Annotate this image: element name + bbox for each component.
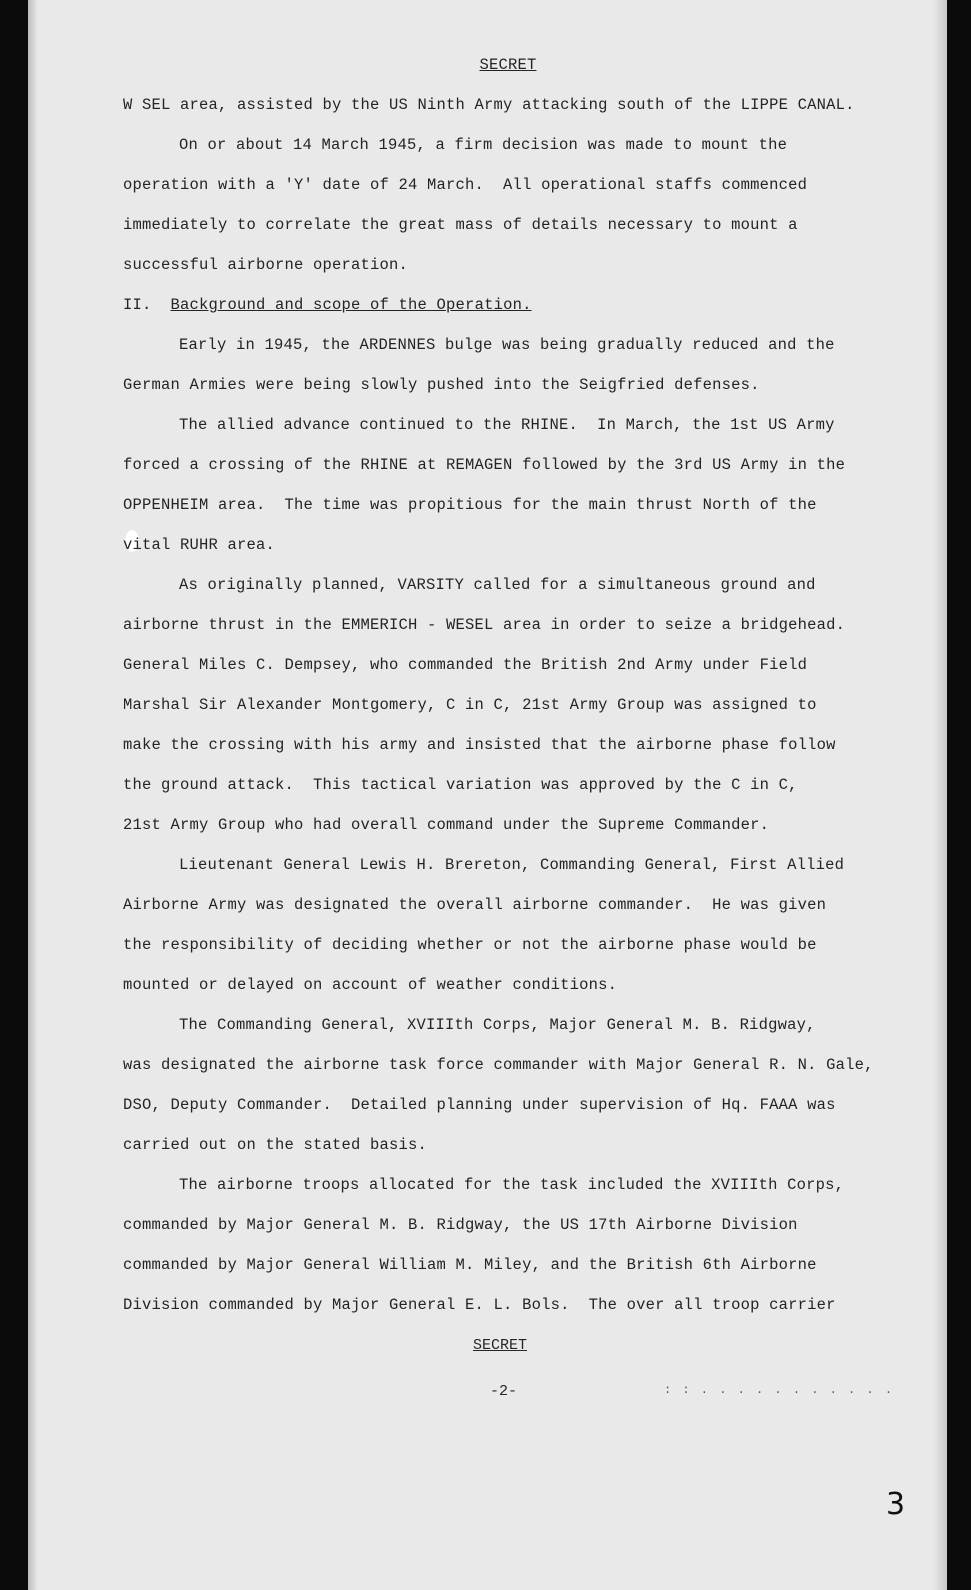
text-line: forced a crossing of the RHINE at REMAGEN followed by the 3rd US Army in the (123, 456, 846, 474)
text-line: vital RUHR area. (123, 536, 276, 554)
text-line: General Miles C. Dempsey, who commanded the British 2nd Army under Field (123, 656, 808, 674)
section-heading-line (123, 292, 893, 332)
text-line: Division commanded by Major General E. L. Bols. The over all troop carrier (123, 1296, 836, 1314)
text-line: successful airborne operation. (123, 256, 409, 274)
text-line: commanded by Major General William M. Miley, and the British 6th Airborne (123, 1256, 817, 1274)
text-line: the responsibility of deciding whether or not the airborne phase would be (123, 936, 817, 954)
page-number: -2- (490, 1383, 518, 1400)
text-line: 21st Army Group who had overall command under the Supreme Commander. (123, 816, 770, 834)
text-line: Early in 1945, the ARDENNES bulge was being gradually reduced and the (179, 336, 835, 354)
text-line: carried out on the stated basis. (123, 1136, 428, 1154)
text-line: immediately to correlate the great mass of details necessary to mount a (123, 216, 798, 234)
handwritten-number: 3 (886, 1487, 906, 1522)
text-line: the ground attack. This tactical variation was approved by the C in C, (123, 776, 798, 794)
section-number: II. (123, 296, 171, 314)
text-line: The allied advance continued to the RHINE. In March, the 1st US Army (179, 416, 835, 434)
text-line: operation with a 'Y' date of 24 March. All operational staffs commenced (123, 176, 808, 194)
scan-marks: : : . . . . . . . . . . . (664, 1383, 895, 1397)
text-line: DSO, Deputy Commander. Detailed planning under supervision of Hq. FAAA was (123, 1096, 836, 1114)
document-page (28, 0, 947, 1590)
classification-footer: SECRET (473, 1337, 528, 1354)
text-line: was designated the airborne task force commander with Major General R. N. Gale, (123, 1056, 874, 1074)
classification-header: SECRET (479, 56, 537, 74)
text-line: W SEL area, assisted by the US Ninth Army attacking south of the LIPPE CANAL. (123, 96, 855, 114)
text-line: airborne thrust in the EMMERICH - WESEL area in order to seize a bridgehead. (123, 616, 846, 634)
text-line: The Commanding General, XVIIIth Corps, Major General M. B. Ridgway, (179, 1016, 816, 1034)
text-line: On or about 14 March 1945, a firm decision was made to mount the (179, 136, 788, 154)
text-line: commanded by Major General M. B. Ridgway, the US 17th Airborne Division (123, 1216, 798, 1234)
document-body (123, 52, 893, 1332)
text-line: mounted or delayed on account of weather conditions. (123, 976, 618, 994)
text-line: The airborne troops allocated for the task included the XVIIIth Corps, (179, 1176, 845, 1194)
text-line: German Armies were being slowly pushed into the Seigfried defenses. (123, 376, 760, 394)
text-line: OPPENHEIM area. The time was propitious for the main thrust North of the (123, 496, 817, 514)
text-line: As originally planned, VARSITY called for a simultaneous ground and (179, 576, 816, 594)
text-line: Lieutenant General Lewis H. Brereton, Commanding General, First Allied (179, 856, 845, 874)
section-heading: Background and scope of the Operation. (170, 296, 532, 314)
text-line: Marshal Sir Alexander Montgomery, C in C, 21st Army Group was assigned to (123, 696, 817, 714)
text-line: make the crossing with his army and insisted that the airborne phase follow (123, 736, 836, 754)
text-line: Airborne Army was designated the overall airborne commander. He was given (123, 896, 827, 914)
